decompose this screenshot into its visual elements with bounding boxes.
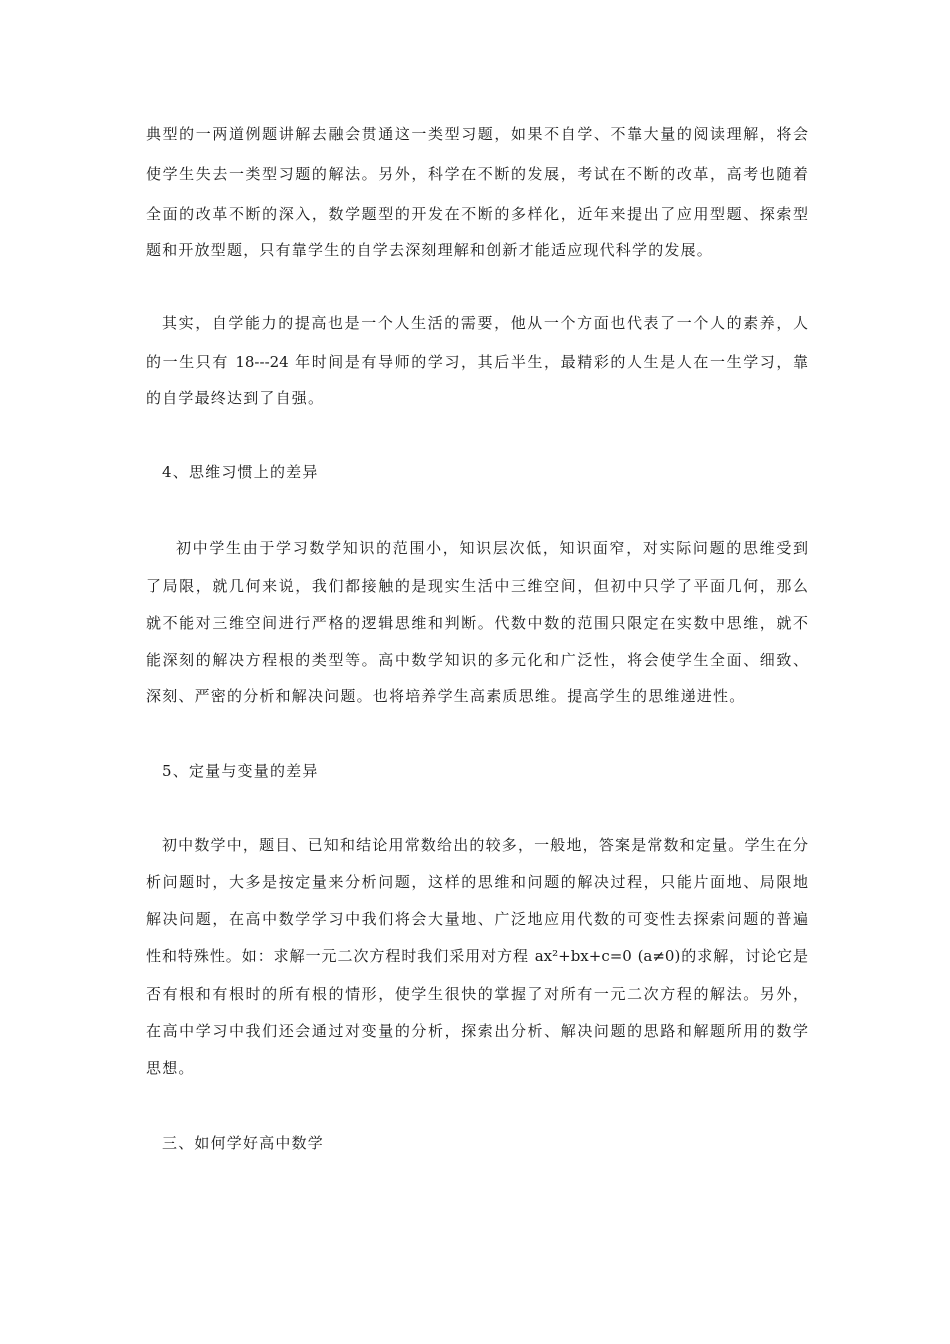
paragraph-line: 的自学最终达到了自强。 [146,389,325,407]
paragraph-line: 的一生只有 18---24 年时间是有导师的学习，其后半生，最精彩的人生是人在一生学习，靠 [146,353,808,371]
section-heading: 4、思维习惯上的差异 [162,463,319,481]
paragraph-line: 性和特殊性。如：求解一元二次方程时我们采用对方程 ax²+bx+c=0 (a≠0)的求解，讨论它是 [146,947,808,965]
paragraph-line: 深刻、严密的分析和解决问题。也将培养学生高素质思维。提高学生的思维递进性。 [146,687,746,705]
paragraph-line: 其实，自学能力的提高也是一个人生活的需要，他从一个方面也代表了一个人的素养，人 [162,314,808,332]
paragraph-line: 在高中学习中我们还会通过对变量的分析，探索出分析、解决问题的思路和解题所用的数学 [146,1022,808,1040]
paragraph-line: 解决问题，在高中数学学习中我们将会大量地、广泛地应用代数的可变性去探索问题的普遍 [146,910,808,928]
paragraph-line: 否有根和有根时的所有根的情形，使学生很快的掌握了对所有一元二次方程的解法。另外， [146,985,808,1003]
paragraph-line: 析问题时，大多是按定量来分析问题，这样的思维和问题的解决过程，只能片面地、局限地 [146,873,808,891]
paragraph-line: 就不能对三维空间进行严格的逻辑思维和判断。代数中数的范围只限定在实数中思维，就不 [146,614,808,632]
paragraph-line: 题和开放型题，只有靠学生的自学去深刻理解和创新才能适应现代科学的发展。 [146,241,714,259]
section-heading: 三、如何学好高中数学 [162,1134,325,1152]
section-heading: 5、定量与变量的差异 [162,762,319,780]
paragraph-line: 了局限，就几何来说，我们都接触的是现实生活中三维空间，但初中只学了平面几何，那么 [146,577,808,595]
paragraph-line: 初中学生由于学习数学知识的范围小，知识层次低，知识面窄，对实际问题的思维受到 [176,539,808,557]
paragraph-line: 使学生失去一类型习题的解法。另外，科学在不断的发展，考试在不断的改革，高考也随着 [146,165,808,183]
paragraph-line: 能深刻的解决方程根的类型等。高中数学知识的多元化和广泛性，将会使学生全面、细致、 [146,651,808,669]
paragraph-line: 思想。 [146,1059,195,1077]
paragraph-line: 全面的改革不断的深入，数学题型的开发在不断的多样化，近年来提出了应用型题、探索型 [146,205,808,223]
paragraph-line: 初中数学中，题目、已知和结论用常数给出的较多，一般地，答案是常数和定量。学生在分 [162,836,808,854]
paragraph-line: 典型的一两道例题讲解去融会贯通这一类型习题，如果不自学、不靠大量的阅读理解，将会 [146,125,808,143]
